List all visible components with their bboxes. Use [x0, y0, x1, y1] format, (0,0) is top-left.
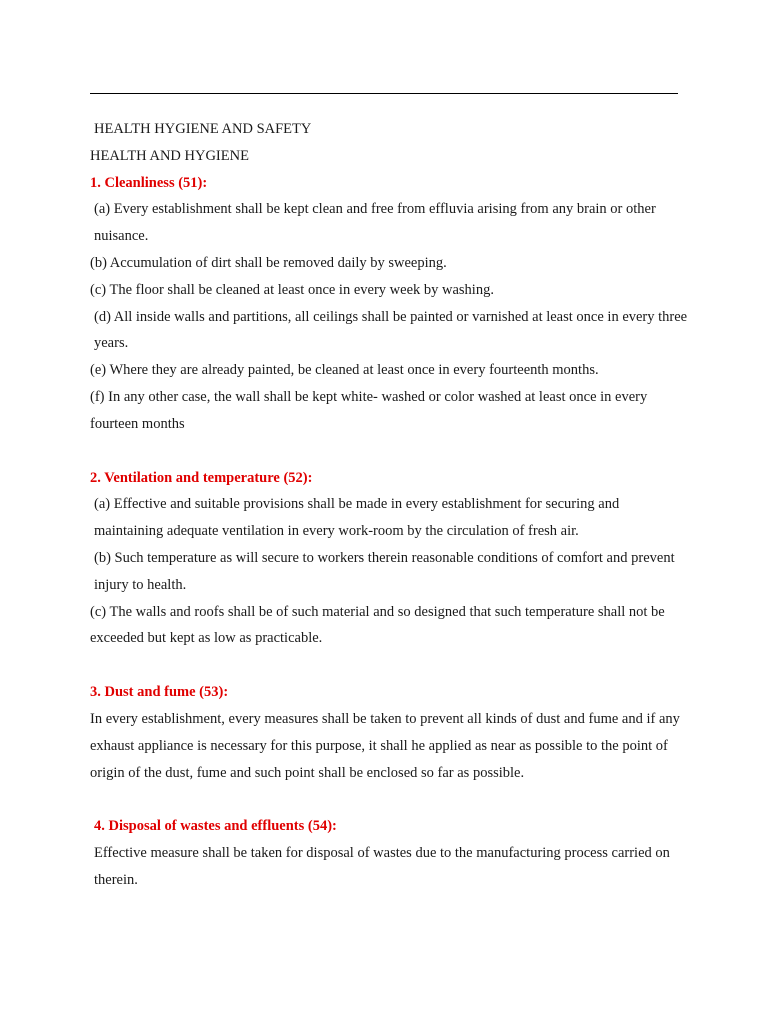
section-dust-and-fume [90, 679, 690, 786]
section-ventilation [90, 465, 690, 653]
section-heading: 1. Cleanliness (51): [90, 174, 208, 191]
header-rule [90, 93, 678, 94]
section-paragraph: In every establishment, every measures shall be taken to prevent all kinds of dust and fume and if any exhaust appliance is necessary for this purpose, it shall he applied as near as possible to the point of origin of the dust, fume and such point shall be enclosed so far as possible. [90, 710, 680, 781]
section-paragraph: (b) Such temperature as will secure to workers therein reasonable conditions of comfort and prevent injury to health. [94, 549, 675, 593]
document-subtitle: HEALTH AND HYGIENE [90, 147, 249, 164]
section-paragraph: (a) Effective and suitable provisions shall be made in every establishment for securing and maintaining adequate ventilation in every work-room by the circulation of fresh air. [94, 496, 620, 540]
section-paragraph: (a) Every establishment shall be kept clean and free from effluvia arising from any brain or other nuisance. [94, 201, 656, 245]
document-title: HEALTH HYGIENE AND SAFETY [94, 121, 312, 137]
section-paragraph: (c) The walls and roofs shall be of such material and so designed that such temperature shall not be exceeded but kept as low as practicable. [90, 603, 665, 647]
section-paragraph: (c) The floor shall be cleaned at least once in every week by washing. [90, 281, 494, 298]
section-heading: 3. Dust and fume (53): [90, 684, 229, 701]
section-paragraph: Effective measure shall be taken for disposal of wastes due to the manufacturing process carried on therein. [94, 845, 670, 888]
section-paragraph: (f) In any other case, the wall shall be kept white- washed or color washed at least once in every fourteen months [90, 388, 648, 432]
section-spacer [90, 438, 690, 465]
section-spacer [90, 786, 690, 813]
section-cleanliness [90, 170, 690, 438]
section-heading: 2. Ventilation and temperature (52): [90, 469, 313, 486]
section-paragraph: (b) Accumulation of dirt shall be removed daily by sweeping. [90, 254, 447, 271]
section-paragraph: (e) Where they are already painted, be cleaned at least once in every fourteenth months. [90, 362, 599, 379]
section-spacer [90, 652, 690, 679]
section-heading: 4. Disposal of wastes and effluents (54): [94, 818, 337, 835]
section-paragraph: (d) All inside walls and partitions, all ceilings shall be painted or varnished at least once in every three years. [94, 308, 688, 352]
document-body [90, 116, 690, 894]
section-disposal-of-wastes [90, 813, 690, 893]
